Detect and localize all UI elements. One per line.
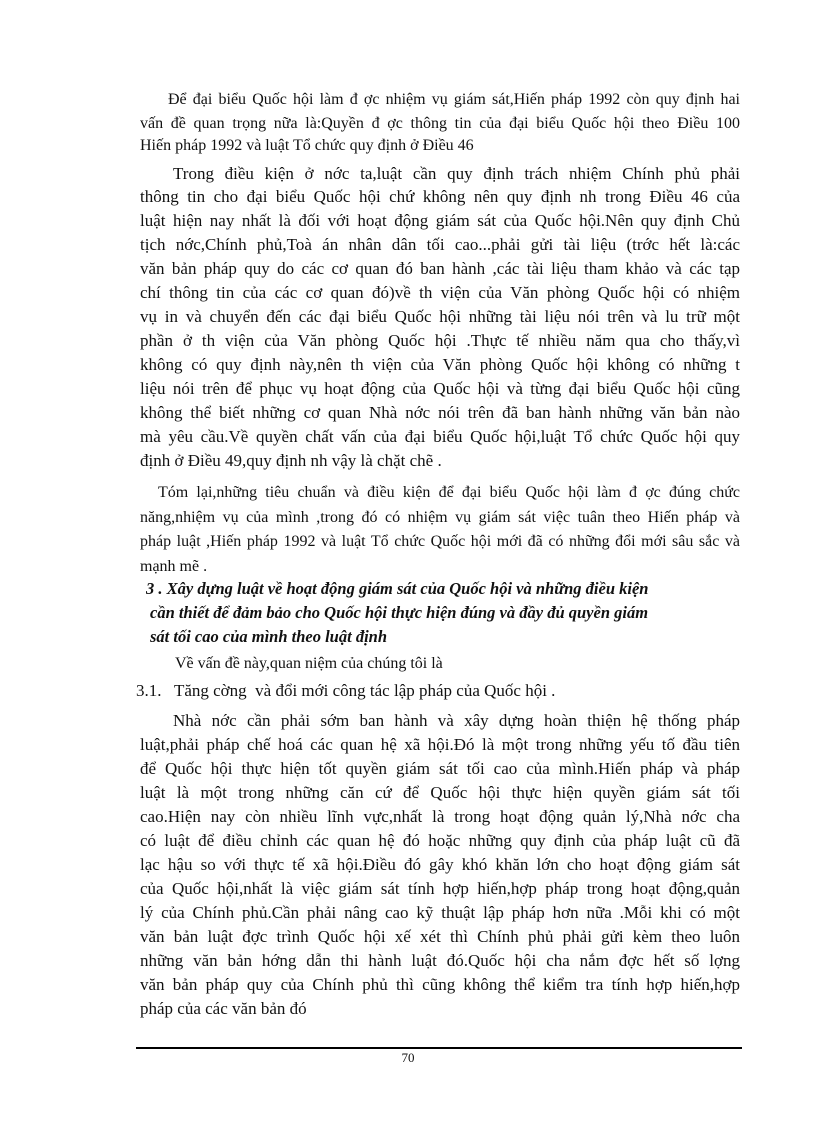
paragraph-2-line: tịch nớc,Chính phủ,Toà án nhân dân tối cao...phải gửi tài liệu (trớc hết là:các (140, 235, 740, 254)
paragraph-2-line: văn bản pháp quy do các cơ quan đó ban hành ,các tài liệu tham khảo và các tạp (140, 259, 740, 278)
paragraph-2-line: liệu nói trên để phục vụ hoạt động của Quốc hội và từng đại biểu Quốc hội cũng (140, 379, 740, 398)
section-heading-line: 3 . Xây dựng luật về hoạt động giám sát của Quốc hội và những điều kiện (146, 579, 649, 598)
paragraph-4-line: có luật để điều chỉnh các quan hệ đó hoặc những quy định của pháp luật cũ đã (140, 831, 740, 850)
paragraph-4-line: pháp của các văn bản đó (140, 999, 307, 1018)
paragraph-1-line: Hiến pháp 1992 và luật Tổ chức quy định ở Điều 46 (140, 137, 474, 154)
paragraph-3-line: năng,nhiệm vụ của mình ,trong đó có nhiệm vụ giám sát việc tuân theo Hiến pháp và (140, 509, 740, 526)
paragraph-1-line: vấn đề quan trọng nữa là:Quyền đ ợc thông tin của đại biểu Quốc hội theo Điều 100 (140, 115, 740, 132)
paragraph-2-line: định ở Điều 49,quy định nh vậy là chặt chẽ . (140, 451, 442, 470)
paragraph-2-line: Trong điều kiện ở nớc ta,luật cần quy định trách nhiệm Chính phủ phải (173, 164, 740, 183)
paragraph-2-line: luật hiện nay nhất là đối với hoạt động giám sát của Quốc hội.Nên quy định Chủ (140, 211, 740, 230)
paragraph-2-line: mà yêu cầu.Về quyền chất vấn của đại biểu Quốc hội,luật Tổ chức Quốc hội quy (140, 427, 740, 446)
footer-rule (136, 1047, 742, 1049)
paragraph-4-line: những văn bản hớng dẫn thi hành luật đó.Quốc hội cha nắm đợc hết số lợng (140, 951, 740, 970)
paragraph-4-line: của Quốc hội,nhất là việc giám sát tính hợp hiến,hợp pháp trong hoạt động,quản (140, 879, 740, 898)
paragraph-2-line: chí thông tin của các cơ quan đó)về th viện của Văn phòng Quốc hội có nhiệm (140, 283, 740, 302)
intro-text: Về vấn đề này,quan niệm của chúng tôi là (175, 655, 443, 672)
page-number: 70 (401, 1050, 415, 1065)
paragraph-4-line: văn bản luật đợc trình Quốc hội xế xét thì Chính phủ phải gửi kèm theo luôn (140, 927, 740, 946)
section-heading-line: sát tối cao của mình theo luật định (150, 627, 388, 646)
paragraph-4-line: để Quốc hội thực hiện tốt quyền giám sát tối cao của mình.Hiến pháp và pháp (140, 759, 740, 778)
section-heading-line: cần thiết để đảm bảo cho Quốc hội thực hiện đúng và đầy đủ quyền giám (150, 603, 649, 622)
paragraph-4-line: luật,phải pháp chế hoá các quan hệ xã hội.Đó là một trong những yếu tố đầu tiên (140, 735, 740, 754)
paragraph-1-line: Để đại biểu Quốc hội làm đ ợc nhiệm vụ giám sát,Hiến pháp 1992 còn quy định hai (168, 91, 740, 108)
paragraph-2-line: thông tin cho đại biểu Quốc hội chứ không nên quy định nh trong Điều 46 của (140, 187, 740, 206)
paragraph-4-line: cao.Hiện nay còn nhiều lĩnh vực,nhất là trong hoạt động quản lý,Nhà nớc cha (140, 807, 740, 826)
paragraph-2-line: không thể biết những cơ quan Nhà nớc nói trên đã ban hành những văn bản nào (140, 403, 740, 422)
paragraph-2-line: không có quy định này,nên th viện của Văn phòng Quốc hội không có những t (140, 355, 740, 374)
paragraph-2-line: vụ in và chuyển đến các đại biểu Quốc hội những tài liệu nói trên và lu trữ một (140, 307, 740, 326)
paragraph-4-line: Nhà nớc cần phải sớm ban hành và xây dựng hoàn thiện hệ thống pháp (173, 711, 740, 730)
paragraph-3-line: pháp luật ,Hiến pháp 1992 và luật Tổ chức Quốc hội mới đã có những đổi mới sâu sắc và (140, 533, 740, 550)
paragraph-2-line: phần ở th viện của Văn phòng Quốc hội .Thực tế nhiều năm qua cho thấy,vì (140, 331, 740, 350)
subsection-heading: 3.1. Tăng cờng và đổi mới công tác lập pháp của Quốc hội . (136, 681, 556, 700)
paragraph-4-line: văn bản pháp quy của Chính phủ thì cũng không thể kiểm tra tính hợp hiến,hợp (140, 975, 740, 994)
paragraph-3-line: mạnh mẽ . (140, 558, 208, 575)
paragraph-4-line: luật là một trong những căn cứ để Quốc hội thực hiện quyền giám sát tối (140, 783, 740, 802)
paragraph-3-line: Tóm lại,những tiêu chuẩn và điều kiện để đại biểu Quốc hội làm đ ợc đúng chức (158, 484, 740, 501)
paragraph-4-line: lạc hậu so với thực tế xã hội.Điều đó gây khó khăn lớn cho hoạt động giám sát (140, 855, 740, 874)
paragraph-4-line: lý của Chính phủ.Cần phải nâng cao kỹ thuật lập pháp hơn nữa .Mỗi khi có một (140, 903, 740, 922)
